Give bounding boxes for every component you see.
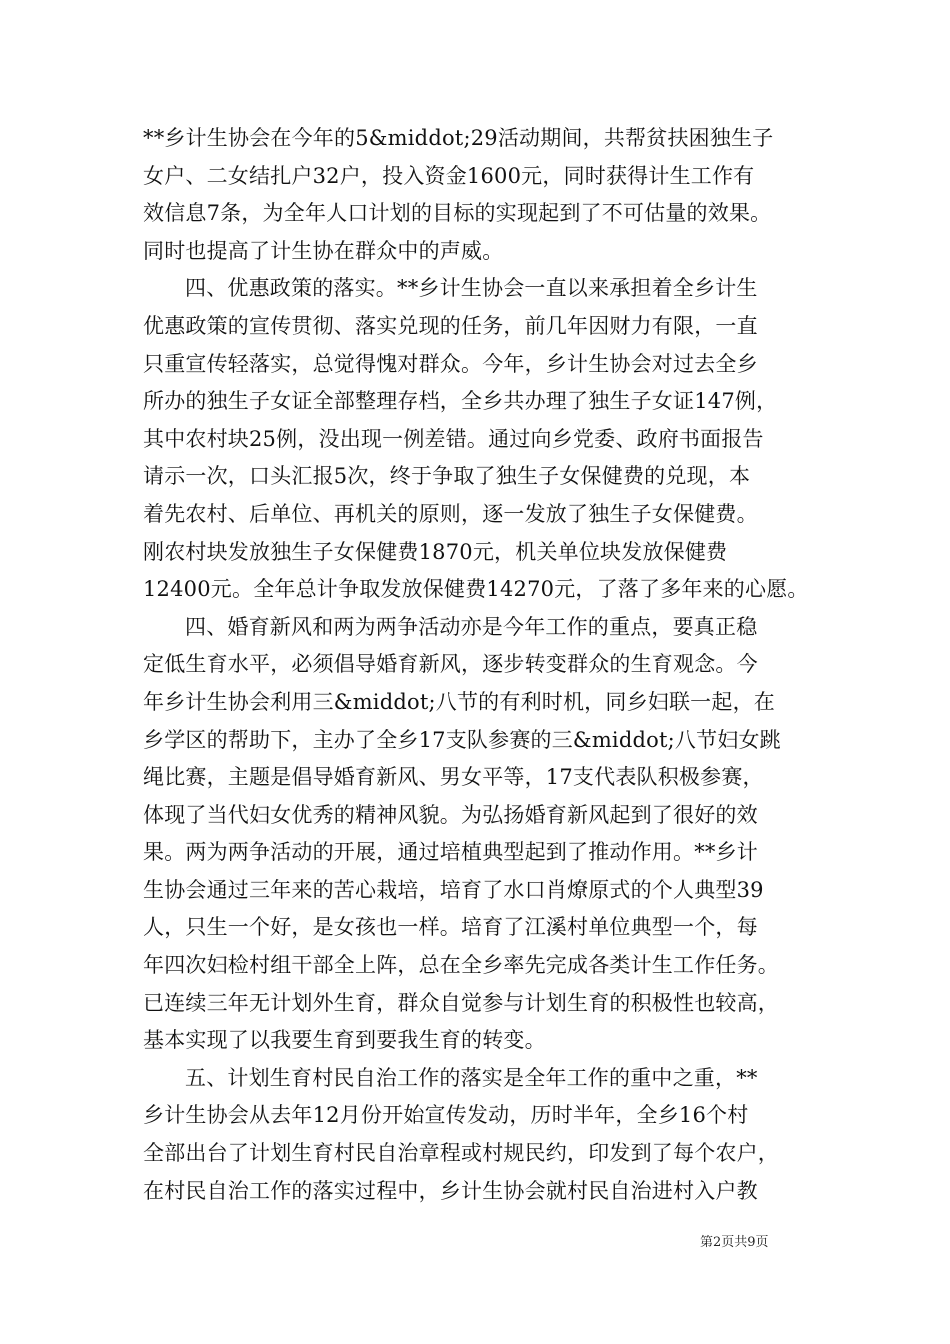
text-line-8: 所办的独生子女证全部整理存档，全乡共办理了独生子女证147例，: [143, 389, 778, 414]
text-line-6: 优惠政策的宣传贯彻、落实兑现的任务，前几年因财力有限，一直: [143, 313, 758, 338]
text-line-11: 着先农村、后单位、再机关的原则，逐一发放了独生子女保健费。: [143, 501, 758, 526]
text-line-1: **乡计生协会在今年的5&middot;29活动期间，共帮贫扶困独生子: [143, 126, 774, 150]
text-line-21: 生协会通过三年来的苦心栽培，培育了水口肖燎原式的个人典型39: [143, 877, 764, 902]
text-line-14: 四、婚育新风和两为两争活动亦是今年工作的重点，要真正稳: [185, 614, 758, 639]
text-line-26: 五、计划生育村民自治工作的落实是全年工作的重中之重，**: [185, 1065, 758, 1090]
text-line-19: 体现了当代妇女优秀的精神风貌。为弘扬婚育新风起到了很好的效: [143, 802, 758, 827]
document-body: [143, 120, 815, 1210]
text-line-27: 乡计生协会从去年12月份开始宣传发动，历时半年，全乡16个村: [143, 1103, 749, 1128]
text-line-7: 只重宣传轻落实，总觉得愧对群众。今年，乡计生协会对过去全乡: [143, 351, 758, 376]
text-line-16: 年乡计生协会利用三&middot;八节的有利时机，同乡妇联一起，在: [143, 689, 775, 714]
text-line-15: 定低生育水平，必须倡导婚育新风，逐步转变群众的生育观念。今: [143, 652, 758, 677]
text-line-17: 乡学区的帮助下，主办了全乡17支队参赛的三&middot;八节妇女跳: [143, 727, 781, 752]
page-number-footer: 第2页共9页: [700, 1235, 769, 1250]
text-line-22: 人，只生一个好，是女孩也一样。培育了江溪村单位典型一个，每: [143, 915, 758, 940]
text-line-20: 果。两为两争活动的开展，通过培植典型起到了推动作用。**乡计: [143, 840, 758, 865]
text-line-10: 请示一次，口头汇报5次，终于争取了独生子女保健费的兑现，本: [143, 464, 751, 489]
text-line-24: 已连续三年无计划外生育，群众自觉参与计划生育的积极性也较高，: [143, 990, 779, 1015]
text-line-3: 效信息7条，为全年人口计划的目标的实现起到了不可估量的效果。: [143, 201, 772, 226]
text-line-13: 12400元。全年总计争取发放保健费14270元，了落了多年来的心愿。: [143, 577, 809, 602]
text-line-28: 全部出台了计划生育村民自治章程或村规民约，印发到了每个农户，: [143, 1141, 779, 1166]
text-line-23: 年四次妇检村组干部全上阵，总在全乡率先完成各类计生工作任务。: [143, 953, 779, 978]
text-line-25: 基本实现了以我要生育到要我生育的转变。: [143, 1028, 546, 1053]
text-line-12: 刚农村块发放独生子女保健费1870元，机关单位块发放保健费: [143, 539, 728, 564]
text-line-5: 四、优惠政策的落实。**乡计生协会一直以来承担着全乡计生: [185, 276, 758, 301]
text-line-2: 女户、二女结扎户32户，投入资金1600元，同时获得计生工作有: [143, 163, 755, 188]
text-line-4: 同时也提高了计生协在群众中的声威。: [143, 238, 504, 263]
text-line-9: 其中农村块25例，没出现一例差错。通过向乡党委、政府书面报告: [143, 426, 764, 451]
text-line-18: 绳比赛，主题是倡导婚育新风、男女平等，17支代表队积极参赛，: [143, 765, 764, 790]
text-line-29: 在村民自治工作的落实过程中，乡计生协会就村民自治进村入户教: [143, 1178, 758, 1203]
